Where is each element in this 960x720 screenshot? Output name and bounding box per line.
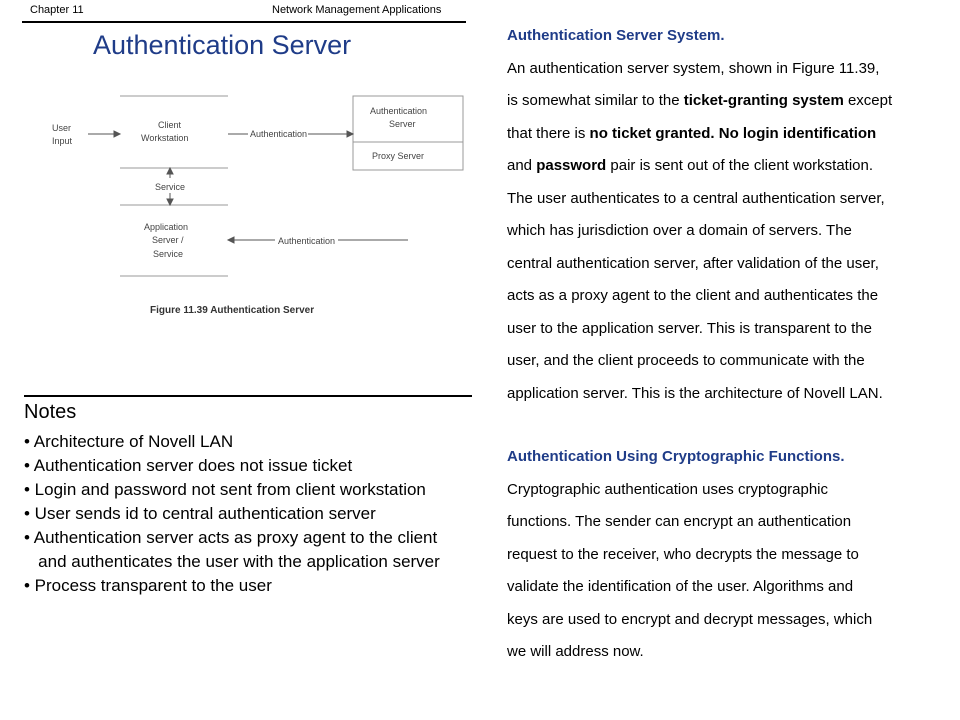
app-server-label-3: Service: [153, 249, 184, 259]
section-heading: Authentication Server System.: [507, 27, 725, 44]
paragraph-line: which has jurisdiction over a domain of servers. The: [507, 222, 852, 239]
service-down-arrowhead: [167, 199, 173, 205]
user-input-label-1: User: [52, 123, 72, 133]
paragraph-line: central authentication server, after validation of the user,: [507, 254, 879, 272]
authentication-server-figure: [40, 88, 480, 328]
app-server-label-1: Application: [144, 222, 189, 232]
note-item: • Architecture of Novell LAN: [24, 432, 234, 451]
auth-server-label-2: Server: [389, 119, 416, 129]
paragraph-line: acts as a proxy agent to the client and authenticates the: [507, 287, 879, 304]
note-item: • User sends id to central authentication server: [24, 504, 376, 523]
section-label: Network Management Applications: [272, 4, 442, 16]
paragraph-line: application server. This is the architecture of Novell LAN.: [507, 384, 883, 402]
slide-title: Authentication Server: [93, 30, 352, 60]
paragraph-line: user, and the client proceeds to communicate with the: [507, 352, 865, 369]
text-span: that there is: [507, 124, 590, 142]
service-up-arrowhead: [167, 168, 173, 174]
notes-rule: [24, 395, 472, 397]
figure-caption: Figure 11.39 Authentication Server: [150, 305, 315, 316]
paragraph-line: request to the receiver, who decrypts the message to: [507, 545, 859, 563]
note-item: and authenticates the user with the application server: [24, 552, 440, 571]
paragraph-line: An authentication server system, shown in Figure 11.39,: [507, 59, 880, 77]
bold-term: no ticket granted. No login identification: [589, 124, 877, 142]
bold-term: password: [536, 157, 607, 174]
auth-top-label: Authentication: [250, 129, 308, 139]
note-item: • Authentication server does not issue ticket: [24, 456, 353, 475]
paragraph-line: [507, 150, 892, 183]
text-span: and: [507, 157, 537, 174]
auth-top-arrowhead: [347, 131, 353, 137]
section-heading: Authentication Using Cryptographic Functions.: [507, 448, 845, 465]
header-rule: [22, 21, 466, 23]
text-span: except: [843, 92, 893, 109]
paragraph-line: functions. The sender can encrypt an authentication: [507, 513, 852, 530]
client-label-1: Client: [158, 120, 182, 130]
service-label: Service: [155, 182, 186, 192]
text-span: pair is sent out of the client workstation.: [606, 157, 874, 174]
auth-server-label-1: Authentication: [370, 106, 428, 116]
paragraph-line: keys are used to encrypt and decrypt messages, which: [507, 610, 873, 628]
note-item: • Login and password not sent from client workstation: [24, 480, 426, 499]
paragraph-line: The user authenticates to a central authentication server,: [507, 189, 885, 207]
user-input-arrowhead: [114, 131, 120, 137]
notes-title: Notes: [24, 401, 77, 423]
note-item: • Process transparent to the user: [24, 576, 272, 595]
text-span: is somewhat similar to the: [507, 92, 684, 109]
user-input-label-2: Input: [52, 136, 73, 146]
right-section-1: [507, 20, 892, 410]
notes-list: [24, 430, 440, 598]
client-label-2: Workstation: [141, 133, 189, 143]
paragraph-line: [507, 118, 892, 151]
note-item: • Authentication server acts as proxy agent to the client: [24, 528, 438, 547]
paragraph-line: validate the identification of the user. Algorithms and: [507, 578, 854, 595]
right-section-2: [507, 441, 872, 669]
paragraph-line: [507, 85, 892, 118]
auth-bottom-label: Authentication: [278, 236, 336, 246]
paragraph-line: we will address now.: [507, 643, 644, 660]
bold-term: ticket-granting system: [683, 92, 844, 109]
auth-bottom-arrowhead: [228, 237, 234, 243]
paragraph-line: Cryptographic authentication uses cryptographic: [507, 480, 829, 498]
proxy-server-label: Proxy Server: [372, 151, 425, 161]
app-server-label-2: Server /: [152, 235, 184, 245]
paragraph-line: user to the application server. This is transparent to the: [507, 319, 872, 337]
chapter-label: Chapter 11: [30, 4, 84, 16]
